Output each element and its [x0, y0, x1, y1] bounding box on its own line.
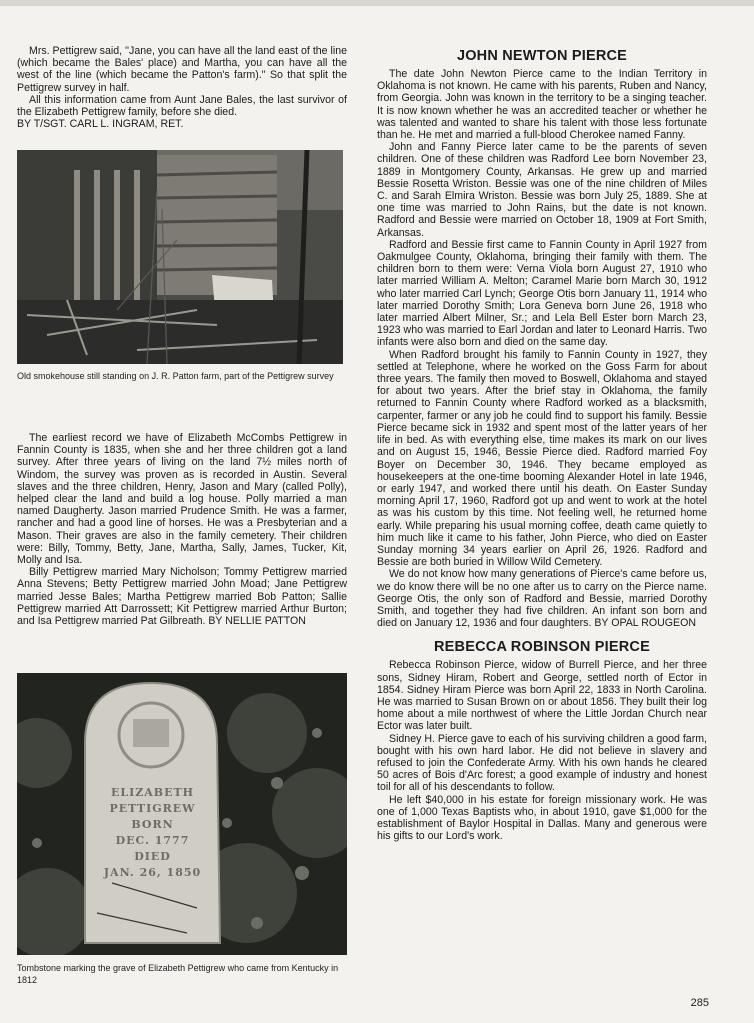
- paragraph: We do not know how many generations of Pierce's came before us, we do know there will be no one after us to carry on the Pierce name. George Otis, the only son of Radford and Bessie, married Dorothy Smith, and together they had five children. An infant son born and died on January 12, 1936 and four daughters. BY OPAL ROUGEON: [377, 568, 707, 630]
- paragraph: John and Fanny Pierce later came to be the parents of seven children. One of these children was Radford Lee born November 23, 1889 in Montgomery County, Arkansas. He grew up and married Bessie Rosetta Wriston. Bessie was one of the nine children of Miles C. and Sarah Elmira Wriston. Bessie was born July 25, 1889. She at one time was married to John Rains, but the date is not known. Radford and Bessie were married on October 18, 1909 at Fort Smith, Arkansas.: [377, 141, 707, 239]
- left-top-text: [17, 45, 347, 130]
- engraving-line: BORN: [131, 818, 174, 831]
- paragraph: Rebecca Robinson Pierce, widow of Burrell Pierce, and her three sons, Sidney Hiram, Robert and George, settled north of Ector in 1854. Sidney Hiram Pierce was born April 22, 1833 in North Carolina. He was married to Susan Brown on or about 1856. They built their log home about a mile northwest of where the Little Jordan Church near Ector was later built.: [377, 659, 707, 733]
- paragraph: Mrs. Pettigrew said, ''Jane, you can have all the land east of the line (which became the Bales' place) and Martha, you can have all the west of the line (which became the Patton's farm).'' So that split the Pettigrew survey in half.: [17, 45, 347, 94]
- engraving-line: ELIZABETH: [110, 786, 195, 799]
- smokehouse-photo: [17, 150, 343, 364]
- article-title: REBECCA ROBINSON PIERCE: [434, 639, 650, 656]
- paragraph: He left $40,000 in his estate for foreign missionary work. He was one of 1,000 Texas Baptists who, in about 1910, gave $1,000 for the establishment of Baylor Hospital in Dallas. Many and generous were his gifts to our Lord's work.: [377, 793, 707, 843]
- tombstone-photo: [17, 673, 347, 955]
- left-middle-text: [17, 432, 347, 627]
- paragraph: All this information came from Aunt Jane Bales, the last survivor of the Elizabeth Pettigrew family, before she died.: [17, 93, 347, 119]
- paragraph: Radford and Bessie first came to Fannin County in April 1927 from Oakmulgee County, Oklahoma, bringing their family with them. The children born to them were: Verna Viola born August 27, 1910 who later married William A. Melton; Caramel Marie born March 30, 1912 who later married Carl Lynch; George Otis born January 11, 1914 who later married Dorothy Smith; Lora Geneva born June 26, 1918 who later married Albert Milner, Sr.; and Lela Bell Ester born March 23, 1923 who was married to Earl Jordan and later to Leonard Harris. Two infants were also born and died on the same day.: [377, 238, 707, 349]
- paragraph: When Radford brought his family to Fannin County in 1927, they settled at Telephone, where he worked on the Goss Farm for about three years. The family then moved to Boswell, Oklahoma and stayed for about two years. After the brief stay in Oklahoma, the family returned to Fannin County where Radford worked as a blacksmith, carpenter, farmer or any job he could find to support his family. Bessie Pierce became sick in 1932 and spent most of the latter years of her life in bed. As with everything else, time makes its mark on our lives and on August 15, 1946, Bessie Pierce died. Radford married Foy Boyer on December 30, 1946. They became employed as housekeepers at the one-time booming Alexander Hotel in late 1946, or early 1947, and worked there until his death. On Easter Sunday morning April 17, 1960, Radford got up and went to work at the hotel as was his custom by this time. Not feeling well, he returned home early. While preparing his usual morning coffee, death came quietly to him much like it came to his father, John Pierce, who died on Easter Sunday morning 34 years earlier on April 26, 1926. Radford and Bessie are both buried in Willow Wild Cemetery.: [377, 348, 707, 569]
- engraving-line: JAN. 26, 1850: [103, 866, 202, 879]
- tombstone-caption: Tombstone marking the grave of Elizabeth Pettigrew who came from Kentucky in 1812: [17, 963, 339, 985]
- article-title: JOHN NEWTON PIERCE: [456, 48, 628, 64]
- engraving-line: DIED: [134, 850, 171, 863]
- page-number: 285: [690, 997, 709, 1009]
- paragraph: The date John Newton Pierce came to the Indian Territory in Oklahoma is not known. He came with his parents, Ruben and Nancy, from Georgia. John was known in the territory to be a singing teacher. It is now known whether he was an accredited teacher or whether he was talented and wanted to share his talent with those less fortunate than he. He met and married a full-blood Cherokee named Fanny.: [377, 68, 707, 142]
- byline: BY T/SGT. CARL L. INGRAM, RET.: [17, 118, 184, 131]
- paragraph: The earliest record we have of Elizabeth McCombs Pettigrew in Fannin County is 1835, when she and her three children got a land survey. After three years of living on the land 7½ miles north of Windom, the survey was proven as is recorded in Austin. Several slaves and the three children, Henry, Jason and Mary (called Polly), helped clear the land and build a log house. Polly married a man named Daugherty. Jason married Prudence Smith. He was a farmer, rancher and had a good line of horses. He was a Presbyterian and a Mason. Their graves are also in the family cemetery. Their children were: Billy, Tommy, Betty, Jane, Martha, Sally, James, Tucker, Kit, Molly and Isa.: [17, 432, 347, 567]
- paragraph: Sidney H. Pierce gave to each of his surviving children a good farm, bought with his own hard labor. He did not believe in slavery and refused to join the Confederate Army. With his own hands he cleared 50 acres of Bois d'Arc forest; a good example of industry and honest toil for all of his descendants to follow.: [377, 732, 707, 794]
- paragraph: Billy Pettigrew married Mary Nicholson; Tommy Pettigrew married Anna Stevens; Betty Pettigrew married John Moad; Jane Pettigrew married Jesse Bales; Martha Pettigrew married Bob Patton; Sallie Pettigrew married Att Darrossett; Kit Pettigrew married Arthur Burton; and Isa Pettigrew married Pat Gilbreath. BY NELLIE PATTON: [17, 566, 347, 628]
- engraving-line: DEC. 1777: [115, 834, 190, 847]
- page-edge: [0, 0, 754, 6]
- smokehouse-caption: Old smokehouse still standing on J. R. Patton farm, part of the Pettigrew survey: [17, 371, 334, 381]
- tombstone-engraving: [85, 785, 220, 881]
- right-column: [377, 48, 707, 842]
- engraving-line: PETTIGREW: [109, 802, 196, 815]
